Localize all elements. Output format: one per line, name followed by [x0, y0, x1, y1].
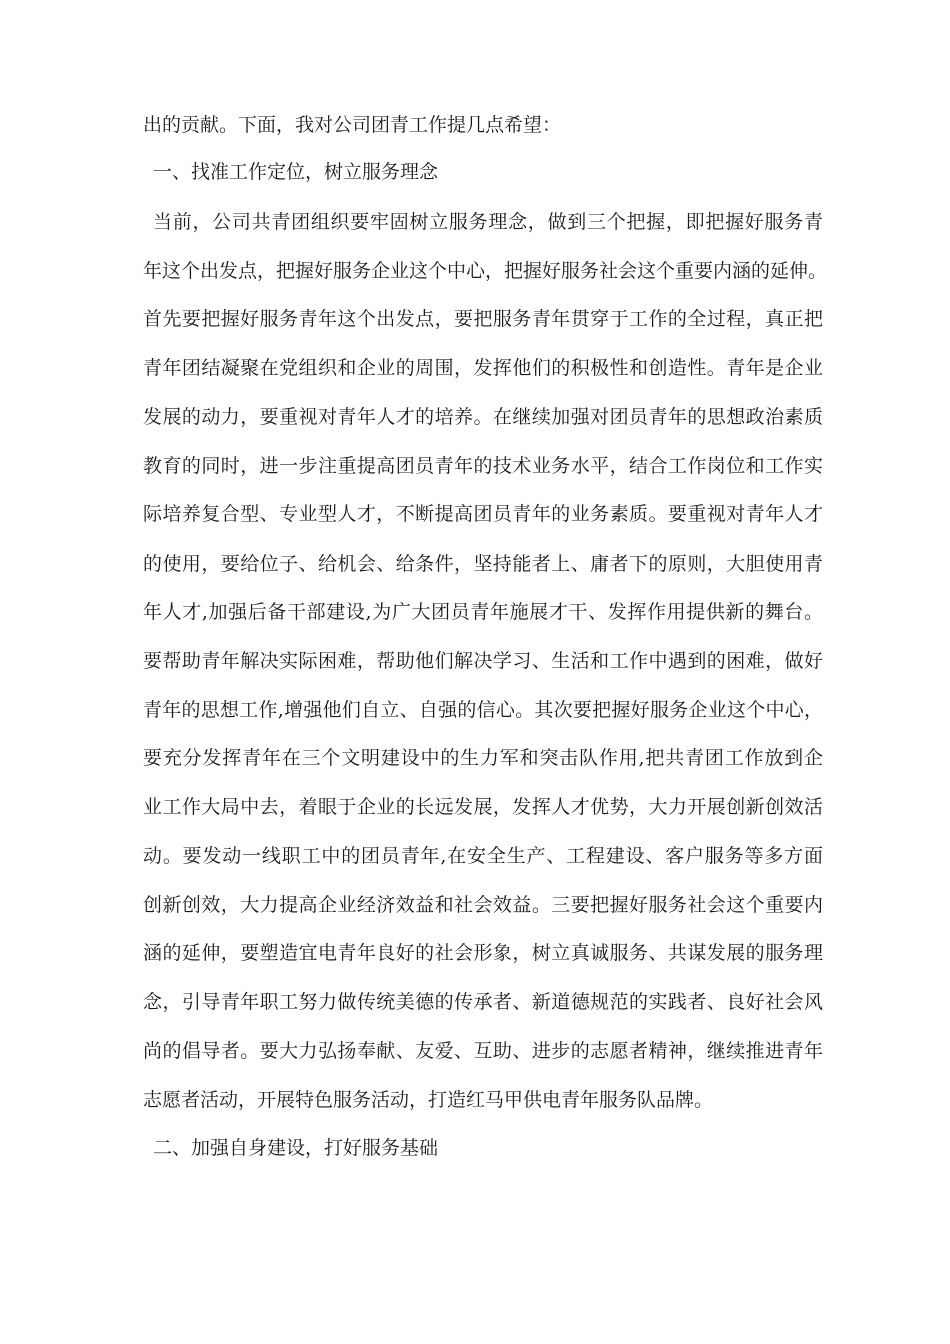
text-line: 青年的思想工作,增强他们自立、自强的信心。其次要把握好服务企业这个中心， [143, 699, 823, 721]
text-line: 发展的动力，要重视对青年人才的培养。在继续加强对团员青年的思想政治素质 [143, 406, 823, 428]
text-line: 要充分发挥青年在三个文明建设中的生力军和突击队作用,把共青团工作放到企 [143, 747, 823, 769]
section-heading: 一、找准工作定位，树立服务理念 [153, 161, 439, 183]
text-line: 涵的延伸，要塑造宜电青年良好的社会形象，树立真诚服务、共谋发展的服务理 [143, 942, 823, 964]
section-heading: 二、加强自身建设，打好服务基础 [153, 1137, 439, 1159]
text-line: 年这个出发点，把握好服务企业这个中心，把握好服务社会这个重要内涵的延伸。 [143, 260, 828, 282]
text-line: 出的贡献。下面，我对公司团青工作提几点希望： [143, 114, 562, 136]
text-line: 当前，公司共青团组织要牢固树立服务理念，做到三个把握，即把握好服务青 [153, 211, 823, 233]
text-line: 际培养复合型、专业型人才，不断提高团员青年的业务素质。要重视对青年人才 [143, 503, 823, 525]
text-line: 业工作大局中去，着眼于企业的长远发展，发挥人才优势，大力开展创新创效活 [143, 796, 823, 818]
text-line: 首先要把握好服务青年这个出发点，要把服务青年贯穿于工作的全过程，真正把 [143, 308, 823, 330]
text-line: 教育的同时，进一步注重提高团员青年的技术业务水平，结合工作岗位和工作实 [143, 455, 823, 477]
text-line: 年人才,加强后备干部建设,为广大团员青年施展才干、发挥作用提供新的舞台。 [143, 601, 823, 623]
text-line: 要帮助青年解决实际困难，帮助他们解决学习、生活和工作中遇到的困难，做好 [143, 650, 823, 672]
text-line: 创新创效，大力提高企业经济效益和社会效益。三要把握好服务社会这个重要内 [143, 894, 823, 916]
text-line: 动。要发动一线职工中的团员青年,在安全生产、工程建设、客户服务等多方面 [143, 845, 823, 867]
text-line: 的使用，要给位子、给机会、给条件，坚持能者上、庸者下的原则，大胆使用青 [143, 553, 823, 575]
text-line: 青年团结凝聚在党组织和企业的周围，发挥他们的积极性和创造性。青年是企业 [143, 357, 823, 379]
text-line: 尚的倡导者。要大力弘扬奉献、友爱、互助、进步的志愿者精神，继续推进青年 [143, 1040, 823, 1062]
text-line: 志愿者活动，开展特色服务活动，打造红马甲供电青年服务队品牌。 [143, 1089, 714, 1111]
text-line: 念，引导青年职工努力做传统美德的传承者、新道德规范的实践者、良好社会风 [143, 991, 823, 1013]
